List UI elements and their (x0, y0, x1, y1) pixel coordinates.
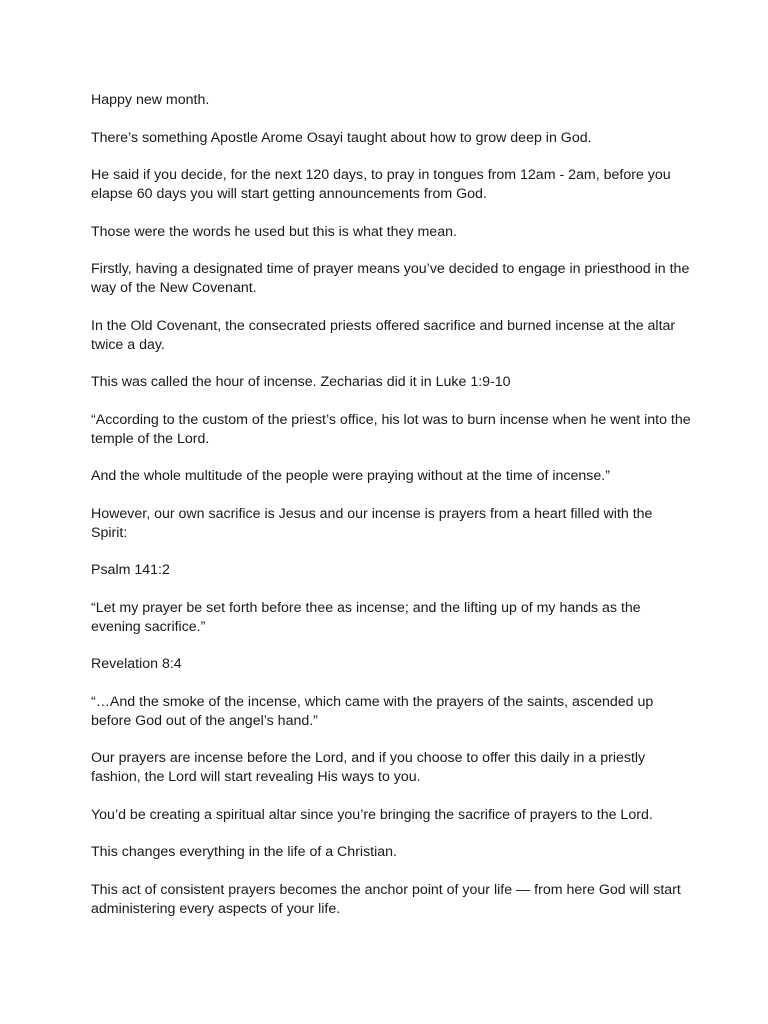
paragraph-our-sacrifice: However, our own sacrifice is Jesus and our incense is prayers from a heart filled with the Spirit: (91, 505, 653, 541)
paragraph-luke-quote-1: “According to the custom of the priest’s office, his lot was to burn incense when he went into the temple of the Lord. (91, 411, 691, 447)
paragraph-intro: There’s something Apostle Arome Osayi taught about how to grow deep in God. (91, 129, 592, 146)
paragraph-priesthood: Firstly, having a designated time of prayer means you’ve decided to engage in priesthood in the way of the New Covenant. (91, 261, 690, 296)
paragraph-prayers-incense: Our prayers are incense before the Lord, and if you choose to offer this daily in a priestly fashion, the Lord will start revealing His ways to you. (91, 750, 646, 785)
paragraph-meaning: Those were the words he used but this is what they mean. (91, 223, 457, 240)
paragraph-anchor-point: This act of consistent prayers becomes the anchor point of your life — from here God will start administering every aspects of your life. (91, 881, 681, 917)
paragraph-hour-of-incense: This was called the hour of incense. Zecharias did it in Luke 1:9-10 (91, 374, 511, 390)
paragraph-luke-quote-2: And the whole multitude of the people were praying without at the time of incense.” (91, 468, 610, 484)
paragraph-revelation-ref: Revelation 8:4 (91, 656, 182, 672)
paragraph-psalm-ref: Psalm 141:2 (91, 562, 170, 578)
paragraph-greeting: Happy new month. (91, 92, 210, 108)
paragraph-spiritual-altar: You’d be creating a spiritual altar since you’re bringing the sacrifice of prayers to the Lord. (91, 806, 653, 823)
paragraph-old-covenant: In the Old Covenant, the consecrated priests offered sacrifice and burned incense at the altar twice a day. (91, 317, 676, 353)
paragraph-changes-everything: This changes everything in the life of a Christian. (91, 844, 397, 860)
document-body (91, 91, 691, 937)
paragraph-teaching: He said if you decide, for the next 120 days, to pray in tongues from 12am - 2am, before you elapse 60 days you will start getting announcements from God. (91, 167, 671, 202)
paragraph-revelation-quote: “…And the smoke of the incense, which came with the prayers of the saints, ascended up before God out of the angel’s hand.” (91, 693, 654, 729)
paragraph-psalm-quote: “Let my prayer be set forth before thee as incense; and the lifting up of my hands as the evening sacrifice.” (91, 599, 641, 635)
